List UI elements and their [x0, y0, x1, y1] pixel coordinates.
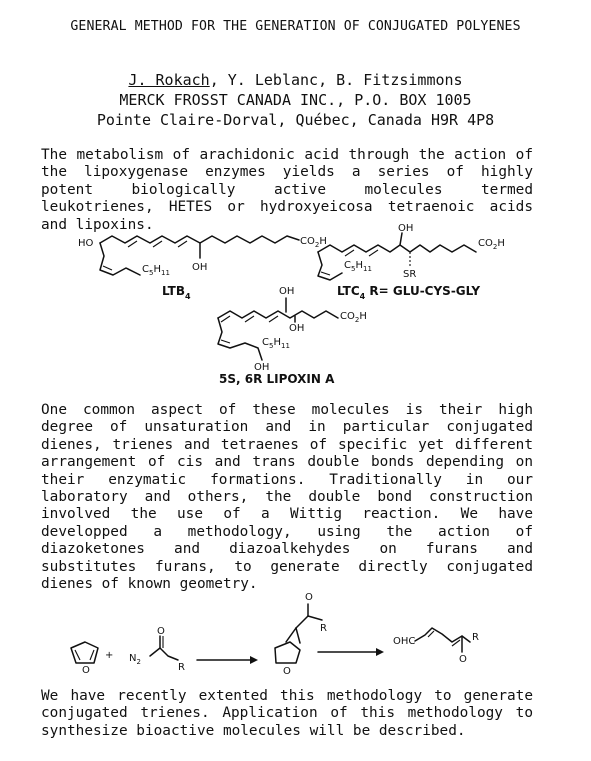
ltb4-chain — [100, 236, 299, 243]
ltb4-label: $LTB_4$ — [162, 284, 191, 301]
diazoketone-chain — [150, 648, 178, 660]
furan-ring — [71, 642, 98, 663]
page-title: GENERAL METHOD FOR THE GENERATION OF CONJUGATED POLYENES — [70, 19, 521, 34]
r-group-1: R — [178, 662, 185, 673]
lipoxin-c5h11: $C_5H_{11}$ — [262, 337, 290, 350]
ltc4-c5h11: $C_5H_{11}$ — [344, 260, 372, 273]
ltb4-lower-chain — [100, 243, 140, 275]
plus-sign: + — [105, 650, 114, 661]
bicyclic-co-o: O — [305, 592, 313, 603]
ltc4-label: $LTC_4$ R= GLU-CYS-GLY — [337, 284, 481, 301]
ltc4-structure — [318, 223, 505, 301]
r-group-2: R — [320, 623, 327, 634]
ltc4-co2h: $CO_2H$ — [478, 238, 505, 251]
furan-o: O — [82, 665, 90, 676]
lipoxin-co2h: $CO_2H$ — [340, 311, 367, 324]
lipoxin-structure — [218, 286, 367, 386]
lipoxin-lower-chain — [218, 318, 262, 360]
address-line: Pointe Claire-Dorval, Québec, Canada H9R 4P8 — [96, 111, 495, 129]
bicyclic-ring — [275, 642, 300, 663]
ltc4-chain — [318, 245, 476, 252]
lipoxin-label: 5S, 6R LIPOXIN A — [219, 372, 335, 386]
ltb4-double-bonds — [128, 241, 137, 247]
closing-paragraph: We have recently extented this methodology to generate conjugated trienes. Application of this methodology to synthesize bioactive molecules will be described. — [41, 688, 533, 739]
ketone-o: O — [157, 626, 165, 637]
lipoxin-oh-top: OH — [279, 286, 295, 297]
ltb4-c5h11: $C_5H_{11}$ — [142, 264, 170, 277]
bicyclic-o: O — [283, 666, 291, 677]
r-group-3: R — [472, 632, 479, 643]
intro-paragraph: The metabolism of arachidonic acid through the action of the lipoxygenase enzymes yields a series of highly potent biologically active molecules termed leukotrienes, HETES or hydroxyeicosa tetraenoic acids and lipoxins. — [41, 147, 533, 233]
ltb4-oh: OH — [192, 262, 208, 273]
ltb4-ho: HO — [78, 238, 94, 249]
ltb4-co2h: $CO_2H$ — [300, 236, 327, 249]
diazo-n2: $N_2$ — [129, 653, 141, 666]
lead-author: J. Rokach — [128, 71, 210, 89]
coauthors: , Y. Leblanc, B. Fitzsimmons — [209, 71, 463, 89]
reaction-scheme — [71, 592, 479, 677]
ohc-group: OHC — [393, 636, 416, 647]
lipoxin-oh-mid: OH — [289, 323, 305, 334]
product-o: O — [459, 654, 467, 665]
lipoxin-oh-bottom: OH — [254, 362, 270, 373]
ltc4-oh: OH — [398, 223, 414, 234]
ltc4-sr: SR — [403, 269, 417, 280]
affiliation-line: MERCK FROSST CANADA INC., P.O. BOX 1005 — [119, 91, 472, 109]
lipoxin-chain — [218, 311, 338, 318]
ltc4-lower-chain — [318, 252, 342, 280]
method-paragraph: One common aspect of these molecules is their high degree of unsaturation and in particular conjugated dienes, trienes and tetraenes of specific yet different arrangement of cis and trans double bonds depending on their enzymatic formations. Traditionally in our laboratory and others, the double bond construction involved the use of a Wittig reaction. We have developped a methodology, using the action of diazoketones and diazoalkehydes on furans and substitutes furans, to generate directly conjugated dienes of known geometry. — [41, 402, 533, 593]
